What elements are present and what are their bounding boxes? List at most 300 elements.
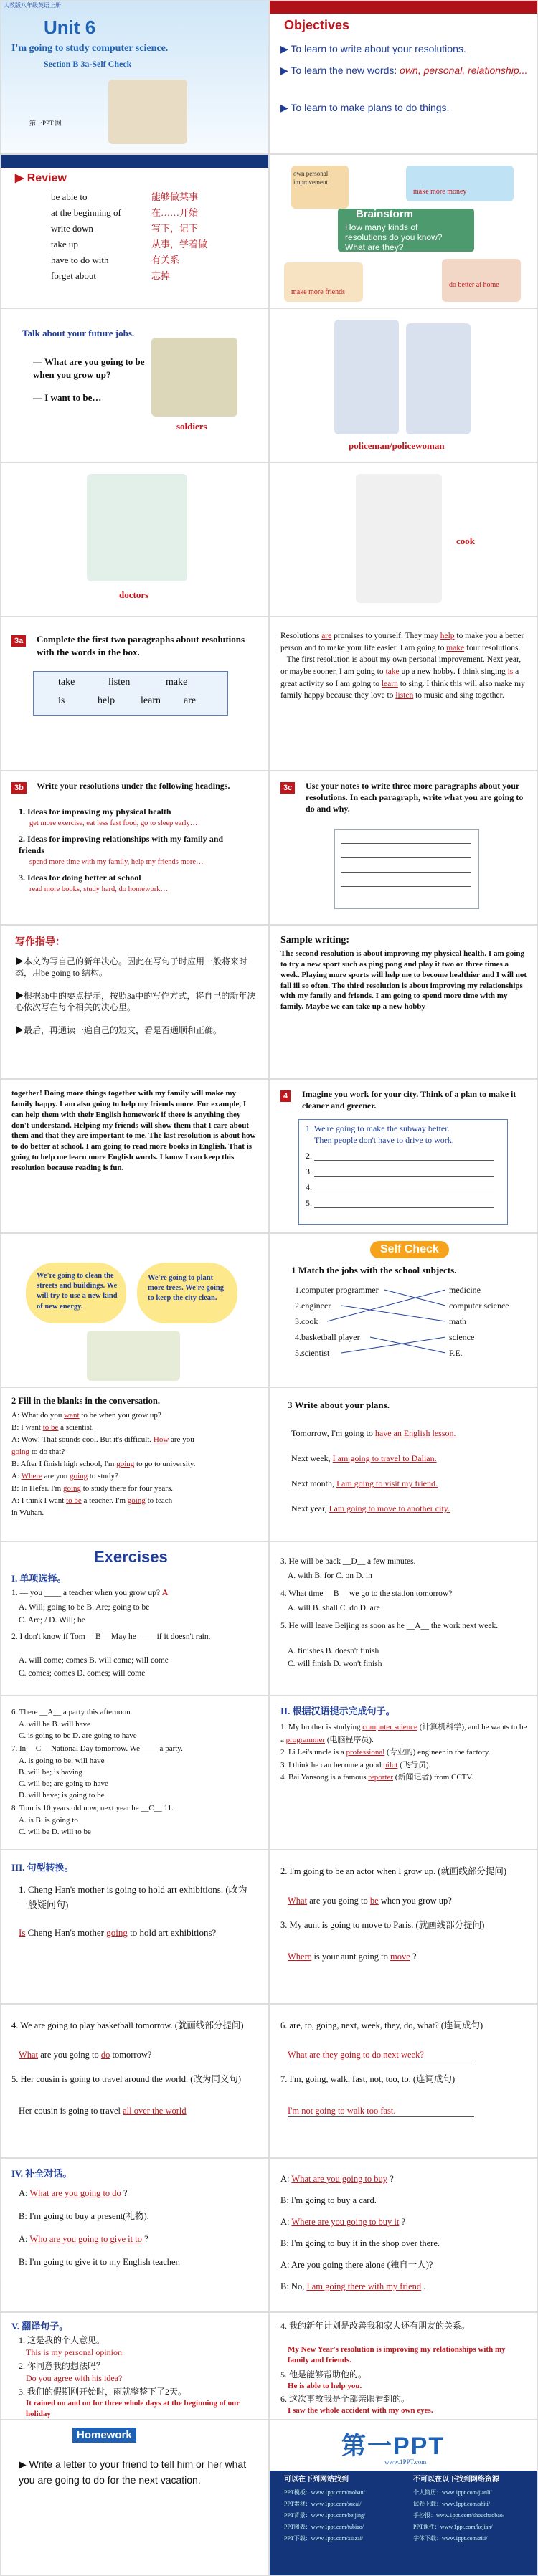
dialogue-a1: A: What are you going to do ? [19, 2188, 128, 2198]
conversation-body [11, 1410, 263, 1519]
credits-left-1[interactable]: PPT模板：www.1ppt.com/moban/ [284, 2489, 365, 2496]
dialogue-a1-speaker: A: [19, 2188, 28, 2198]
dialogue-b3: B: I'm going to buy a card. [280, 2195, 377, 2205]
translation-q3: 3. 我们的假期刚开始时，雨就整整下了2天。 [19, 2387, 187, 2397]
doctors-slide [0, 462, 269, 617]
sample-continued-slide [0, 1079, 269, 1233]
fill-2b: (专业的) engineer in the factory. [387, 1748, 491, 1757]
sample-heading: Sample writing: [280, 935, 350, 946]
transform-a1-mid: Cheng Han's mother [27, 1927, 104, 1938]
plan-next-week [291, 1453, 437, 1464]
exercises-slide-3 [0, 1696, 269, 1850]
soldiers-label: soldiers [176, 421, 207, 432]
objectives-heading: Objectives [284, 18, 350, 32]
order-a7: I'm not going to walk too fast. [288, 2106, 396, 2116]
credits-right-5[interactable]: 字体下载：www.1ppt.com/ziti/ [413, 2535, 488, 2542]
credits-right-4[interactable]: PPT课件：www.1ppt.com/kejian/ [413, 2524, 493, 2530]
answer-health: get more exercise, eat less fast food, go to sleep early… [29, 819, 198, 827]
ex-q1 [11, 1588, 263, 1600]
homework-body: ▶ Write a letter to your friend to tell him or her what you are going to do for the next vacation. [19, 2458, 247, 2486]
passage-p1d: four resolutions. [466, 643, 521, 652]
dialogue-slide-1 [0, 2158, 269, 2312]
exercise-3b-prompt: Write your resolutions under the following headings. [37, 781, 230, 791]
answer-3: make [446, 643, 465, 652]
brainstorm-heading: Brainstorm [356, 208, 414, 220]
jobs-answer: — I want to be… [33, 392, 102, 403]
exercises-slide-6 [269, 1850, 538, 2004]
job-3: 3.cook [295, 1316, 318, 1326]
objective-3: ▶ To learn to make plans to do things. [280, 102, 450, 113]
transform-a3-answer: Where [288, 1952, 312, 1962]
credits-right-1[interactable]: 个人简历：www.1ppt.com/jianli/ [413, 2489, 492, 2496]
passage-p2e: to music and sing together. [415, 691, 504, 700]
match-line-4 [370, 1337, 445, 1353]
conv-1b: to be when you grow up? [81, 1411, 161, 1420]
conv-3a: A: Wow! That sounds cool. But it's difficult. [11, 1435, 152, 1445]
credits-left-4[interactable]: PPT图表：www.1ppt.com/tubiao/ [284, 2524, 364, 2530]
ex-q5: 5. He will leave Beijing as soon as he __A__ the work next week. [280, 1622, 499, 1630]
tag-3c: 3c [280, 782, 295, 794]
translation-heading: V. 翻译句子。 [11, 2321, 69, 2332]
translation-a6: I saw the whole accident with my own eyes. [288, 2406, 433, 2415]
transform-a2 [288, 1895, 452, 1907]
dialogue-a1-answer: What are you going to do [29, 2188, 121, 2198]
heading-relationships: 2. Ideas for improving relationships with my family and friends [19, 834, 224, 856]
plan-tomorrow-answer: have an English lesson. [374, 1428, 456, 1438]
writing-line-2 [341, 857, 471, 858]
ex-q5-options-2: C. will finish D. won't finish [288, 1660, 382, 1668]
dialogue-b5-answer: I am going there with my friend [306, 2281, 422, 2291]
ex-q6: 6. There __A__ a party this afternoon. [11, 1708, 133, 1716]
exercise-3a-slide [0, 617, 269, 771]
order-a7-line [288, 2116, 474, 2117]
plan-next-month-answer: I am going to visit my friend. [336, 1478, 438, 1488]
plan-number-4: 4. [306, 1182, 312, 1192]
brainstorm-slide [269, 154, 538, 308]
passage-p2c: a great activity so I am going to [280, 667, 519, 688]
ex-q2-options-2: C. comes; comes D. comes; will come [19, 1669, 146, 1678]
job-2: 2.engineer [295, 1301, 331, 1311]
heading-school: 3. Ideas for doing better at school [19, 873, 141, 883]
conv-2b: a scientist. [60, 1423, 94, 1432]
answer-6: learn [381, 679, 398, 688]
fill-2-answer: professional [346, 1748, 385, 1757]
ex-q1-options-2: C. Are; / D. Will; be [19, 1616, 85, 1625]
subject-2: computer science [449, 1301, 509, 1311]
word-listen: listen [108, 677, 131, 688]
dialogue-a4-speaker: A: [280, 2217, 290, 2227]
conv-3-answer: How [153, 1435, 169, 1445]
fill-1-answer-2: programmer [285, 1735, 326, 1744]
writing-line-3 [341, 872, 471, 873]
homework-slide [0, 2420, 269, 2576]
homework-title: Homework [72, 2428, 136, 2443]
conv-5c: to study? [89, 1472, 118, 1481]
review-en-5: have to do with [51, 255, 109, 265]
ex-q3-options: A. with B. for C. on D. in [288, 1572, 372, 1580]
review-en-4: take up [51, 239, 78, 249]
dialogue-a2-speaker: A: [19, 2234, 28, 2244]
dialogue-a2-answer: Who are you going to give it to [29, 2234, 142, 2244]
transform-a5-answer: all over the world [123, 2106, 187, 2116]
answer-1: are [321, 632, 332, 640]
review-zh-5: 有关系 [151, 255, 180, 265]
ex-q1-options: A. Will; going to be B. Are; going to be [19, 1603, 150, 1612]
transform-a1-end: to hold art exhibitions? [130, 1927, 217, 1938]
dialogue-b5-speaker: B: No, [280, 2281, 305, 2291]
review-en-3: write down [51, 223, 93, 234]
subject-4: science [449, 1332, 475, 1342]
plan-next-year-prefix: Next year, [291, 1503, 327, 1513]
writing-line-4 [341, 886, 471, 887]
guide-heading: 写作指导： [15, 937, 65, 948]
transform-a4-answer-2: do [100, 2050, 110, 2060]
transform-a1-answer-2: going [106, 1927, 128, 1938]
fill-3b: (飞行员). [400, 1760, 431, 1769]
translation-q5: 5. 他是能够帮助他的。 [280, 2370, 367, 2380]
site-logo: 第一PPT [341, 2433, 445, 2460]
review-zh-3: 写下，记下 [151, 223, 199, 234]
conv-1-answer: want [64, 1411, 80, 1420]
plan-number-3: 3. [306, 1166, 312, 1177]
plans-prompt: 3 Write about your plans. [288, 1399, 390, 1410]
conv-3d: to do that? [31, 1448, 65, 1457]
heading-health: 1. Ideas for improving my physical health [19, 807, 171, 817]
fill-2a: 2. Li Lei's uncle is a [280, 1748, 344, 1757]
conv-7-answer: to be [66, 1496, 82, 1506]
transform-a3-end: ? [412, 1952, 417, 1962]
section-label: Section B 3a-Self Check [44, 59, 132, 69]
exercises-slide-7 [0, 2004, 269, 2158]
exercises-slide-5 [0, 1850, 269, 2004]
transform-a2-end: when you grow up? [380, 1896, 452, 1906]
money-label: make more money [413, 188, 467, 196]
credits-right-heading: 不可以在以下找到网络资源 [413, 2476, 499, 2484]
passage-p2b: up a new hobby. I think singing [401, 667, 506, 677]
plans-slide [269, 1387, 538, 1541]
writing-guide-slide [0, 925, 269, 1079]
review-heading-text: Review [27, 172, 67, 184]
friends-label: make more friends [291, 288, 345, 296]
dialogue-b1: B: I'm going to buy a present(礼物). [19, 2211, 149, 2221]
guide-line-3: ▶最后，再通读一遍自己的短文，看是否通顺和正确。 [15, 1025, 222, 1035]
review-zh-1: 能够做某事 [151, 191, 199, 202]
conv-7c: to teach [147, 1496, 173, 1506]
site-label: 第一PPT 网 [29, 120, 62, 127]
jobs-prompt: Talk about your future jobs. [22, 328, 135, 338]
translation-a1: This is my personal opinion. [26, 2347, 124, 2357]
exercises-title: Exercises [94, 1548, 168, 1566]
plan-next-week-prefix: Next week, [291, 1453, 331, 1463]
translation-q6: 6. 这次事故我是全部亲眼看到的。 [280, 2394, 410, 2404]
translation-a4: My New Year's resolution is improving my relationships with my family and friends. [288, 2345, 506, 2364]
passage-p1a: Resolutions [280, 632, 320, 640]
passage-p2a: The first resolution is about my own personal improvement. Next year, or maybe sooner, I am going to [280, 655, 522, 677]
conv-6a: B: In Hefei. I'm [11, 1484, 62, 1493]
exercises-slide-1 [0, 1541, 269, 1696]
police-label: policeman/policewoman [349, 440, 445, 451]
transform-a4-end: tomorrow? [112, 2050, 152, 2060]
transform-a5 [19, 2105, 187, 2117]
passage-p1b: promises to yourself. They may [334, 632, 438, 640]
fill-4a: 4. Bai Yansong is a famous [280, 1773, 367, 1782]
objectives-slide [269, 0, 538, 154]
credits-left-3[interactable]: PPT背景：www.1ppt.com/beijing/ [284, 2512, 366, 2519]
order-q6: 6. are, to, going, next, week, they, do, what? (连词成句) [280, 2020, 483, 2030]
brainstorm-q2: resolutions do you know? [345, 232, 443, 242]
city-plan-slide [0, 1233, 269, 1387]
transform-a2-answer: What [288, 1896, 308, 1906]
plan-next-year [291, 1503, 450, 1514]
ex-q5-options: A. finishes B. doesn't finish [288, 1647, 379, 1655]
writing-line-1 [341, 843, 471, 844]
fill-in-body [280, 1721, 532, 1784]
resolution-passage-slide [269, 617, 538, 771]
word-help: help [98, 695, 115, 706]
answer-school: read more books, study hard, do homework… [29, 885, 169, 893]
conversation-slide [0, 1387, 269, 1541]
writing-paper [334, 829, 479, 909]
transform-a4 [19, 2049, 151, 2061]
job-1: 1.computer programmer [295, 1285, 379, 1295]
ex-q1-text: 1. — you ____ a teacher when you grow up? [11, 1589, 160, 1597]
exercises-slide-4 [269, 1696, 538, 1850]
answer-relationships: spend more time with my family, help my friends more… [29, 858, 204, 866]
objective-3-text: To learn to make plans to do things. [291, 102, 450, 113]
brainstorm-q1: How many kinds of [345, 222, 418, 232]
ex-q7: 7. In __C__ National Day tomorrow. We ____ a party. [11, 1744, 183, 1753]
fill-3-answer: pilot [383, 1760, 398, 1769]
answer-7: listen [395, 691, 414, 700]
fill-3a: 3. I think he can become a good [280, 1760, 382, 1769]
conv-6-answer: going [62, 1484, 81, 1493]
match-line-3 [327, 1290, 445, 1321]
transform-q5: 5. Her cousin is going to travel around the world. (改为同义句) [11, 2074, 242, 2084]
transform-a3 [288, 1951, 417, 1963]
kids-image [87, 1331, 180, 1381]
plan-next-year-answer: I am going to move to another city. [329, 1503, 450, 1513]
credits-slide [269, 2420, 538, 2576]
ex-q8: 8. Tom is 10 years old now, next year he __C__ 11. [11, 1804, 174, 1812]
home-label: do better at home [449, 281, 499, 289]
review-zh-2: 在……开始 [151, 207, 199, 218]
ex-q2: 2. I don't know if Tom __B__ May he ____ if it doesn't rain. [11, 1632, 211, 1641]
tag-4: 4 [280, 1090, 291, 1102]
objective-1: ▶ To learn to write about your resolutions. [280, 43, 466, 54]
transform-a3-answer-2: move [390, 1952, 410, 1962]
transform-a3-mid: is your aunt going to [313, 1952, 388, 1962]
conv-3b: are you [171, 1435, 194, 1445]
site-url: www.1PPT.com [384, 2458, 427, 2466]
title-slide [0, 0, 269, 154]
conv-3-answer-2: going [11, 1448, 30, 1457]
doctors-image [87, 474, 187, 581]
conv-7a: A: I think I want [11, 1496, 65, 1506]
ex-q7-options-3: C. will be; are going to have [19, 1779, 108, 1788]
translation-slide-2 [269, 2312, 538, 2420]
passage-p2d: to sing. I think this will also make my family happy because they love to [280, 679, 525, 700]
word-make: make [166, 677, 188, 688]
ex-q1-answer: A [161, 1589, 169, 1597]
answer-5: is [507, 667, 514, 677]
ex-q7-options: A. is going to be; will have [19, 1757, 105, 1765]
transform-a1-answer: Is [19, 1927, 26, 1938]
review-zh-6: 忘掉 [151, 270, 171, 281]
conv-1a: A: What do you [11, 1411, 62, 1420]
translation-q1: 1. 这是我的个人意见。 [19, 2335, 105, 2345]
match-prompt: 1 Match the jobs with the school subjects. [291, 1265, 457, 1275]
conv-6b: to study there for four years. [82, 1484, 173, 1493]
sample-writing-slide [269, 925, 538, 1079]
transform-a2-mid: are you going to [309, 1896, 368, 1906]
tag-3b: 3b [11, 782, 27, 794]
cook-label: cook [456, 536, 475, 546]
transform-a5-prefix: Her cousin is going to travel [19, 2106, 121, 2116]
self-check-slide [269, 1233, 538, 1387]
transform-heading: III. 句型转换。 [11, 1862, 74, 1873]
ex-q4: 4. What time __B__ we go to the station tomorrow? [280, 1589, 453, 1598]
conv-5-answer-2: going [70, 1472, 88, 1481]
unit-title: Unit 6 [44, 16, 96, 38]
exercise-3c-prompt: Use your notes to write three more paragraphs about your resolutions. In each paragraph, write what you are going to do and why. [306, 781, 524, 814]
sample-continued-body: together! Doing more things together with my family will make my family happy. I am also going to help my friends more. For example, I can help them with their English homework if there is anything they don't understand. Helping my friends will show them that I care about them and that they are important to me. The last resolution is about how to do better at school. I am going to read more books in English. That is going to help me learn more English words. I know I can keep this resolution because reading is fun. [11, 1089, 256, 1172]
translation-slide-1 [0, 2312, 269, 2420]
translation-q2: 2. 你同意我的想法吗？ [19, 2361, 105, 2371]
transform-a4-mid: are you going to [40, 2050, 99, 2060]
review-en-6: forget about [51, 270, 96, 281]
dialogue-a4: A: Where are you going to buy it ? [280, 2217, 406, 2227]
guide-line-1: ▶本文为写自己的新年决心。因此在写句子时应用一般将来时态，用be going to 结构。 [15, 956, 248, 979]
dialogue-a5: A: Are you going there alone (独自一人)? [280, 2260, 433, 2270]
transform-a2-answer-2: be [369, 1896, 379, 1906]
transform-q3: 3. My aunt is going to move to Paris. (就画线部分提问) [280, 1920, 485, 1930]
conversation-prompt: 2 Fill in the blanks in the conversation. [11, 1396, 160, 1406]
ex-q7-options-4: D. will have; is going to be [19, 1791, 105, 1800]
exercise-4-slide [269, 1079, 538, 1233]
ex-q8-options-2: C. will be D. will to be [19, 1828, 91, 1836]
word-learn: learn [141, 695, 161, 706]
exercises-slide-8 [269, 2004, 538, 2158]
passage-p1c: to make you a better person and to make your life easier. I am going to [280, 632, 524, 652]
dialogue-a3-speaker: A: [280, 2174, 290, 2184]
dialogue-b2: B: I'm going to give it to my English teacher. [19, 2257, 181, 2267]
plan-line-3 [314, 1176, 494, 1177]
plan-tomorrow-prefix: Tomorrow, I'm going to [291, 1428, 373, 1438]
conv-5b: are you [44, 1472, 68, 1481]
sample-body: The second resolution is about improving my physical health. I am going to try a new sport such as ping pong and play it two or three times a week. Playing more sports will help me to become healthier and I will not fall ill so often. The third resolution is about improving my relationships with my family and friends. I am going to spend more time with my family. Maybe we can take up a new hobby [280, 949, 527, 1012]
dialogue-heading: IV. 补全对话。 [11, 2168, 72, 2179]
credits-right-3[interactable]: 手抄报：www.1ppt.com/shouchaobao/ [413, 2512, 505, 2519]
bubble-1-text: We're going to clean the streets and buildings. We will try to use a new kind of new energy. [37, 1272, 118, 1311]
credits-right-2[interactable]: 试卷下载：www.1ppt.com/shiti/ [413, 2501, 491, 2507]
objective-2-text: To learn the new words: [291, 65, 400, 76]
conv-2-answer: to be [42, 1423, 59, 1432]
plan-line-2 [314, 1160, 494, 1161]
dialogue-a4-answer: Where are you going to buy it [291, 2217, 400, 2227]
ex-q7-options-2: B. will be; is having [19, 1768, 82, 1777]
word-take: take [58, 677, 75, 688]
bubble-2-text: We're going to plant more trees. We're going to keep the city clean. [148, 1274, 224, 1303]
ex-q3: 3. He will be back __D__ a few minutes. [280, 1557, 416, 1566]
translation-a5: He is able to help you. [288, 2382, 362, 2390]
fill-4b: (新闻记者) from CCTV. [395, 1773, 473, 1782]
dialogue-slide-2 [269, 2158, 538, 2312]
fill-4-answer: reporter [368, 1773, 394, 1782]
plan-tomorrow [291, 1427, 456, 1439]
translation-q4: 4. 我的新年计划是改善我和家人还有朋友的关系。 [280, 2321, 471, 2331]
header-note: 人教版八年级英语上册 [4, 2, 61, 9]
plan-number-2: 2. [306, 1151, 312, 1161]
match-lines [270, 1234, 538, 1387]
answer-2: help [440, 632, 455, 640]
credits-left-heading: 可以在下列网站找到 [284, 2476, 349, 2484]
homework-text: Write a letter to your friend to tell him or her what you are going to do for the next vacation. [19, 2458, 247, 2486]
students-image [108, 80, 187, 144]
plan-next-month-prefix: Next month, [291, 1478, 334, 1488]
plan-next-month [291, 1478, 438, 1489]
fill-1b: (计算机科学), and he wants to be a [280, 1723, 527, 1744]
word-are: are [184, 695, 197, 706]
transform-q4: 4. We are going to play basketball tomorrow. (就画线部分提问) [11, 2020, 244, 2030]
dialogue-a3: A: What are you going to buy ? [280, 2174, 394, 2184]
exercise-3c-slide [269, 771, 538, 925]
single-choice-heading: I. 单项选择。 [11, 1573, 67, 1584]
policeman-image [334, 320, 399, 434]
objective-1-text: To learn to write about your resolutions. [291, 43, 466, 54]
exercise-3b-slide [0, 771, 269, 925]
brainstorm-q3: What are they? [345, 242, 404, 252]
plan-next-week-answer: I am going to travel to Dalian. [332, 1453, 437, 1463]
conv-7b: a teacher. I'm [83, 1496, 126, 1506]
self-check-title: Self Check [370, 1241, 449, 1258]
match-line-5 [341, 1337, 445, 1353]
ex-q4-options: A. will B. shall C. do D. are [288, 1604, 380, 1612]
review-slide [0, 154, 269, 308]
jobs-question: — What are you going to be when you grow up? [33, 356, 145, 380]
translation-a3: It rained on and on for three whole days at the beginning of our holiday [26, 2399, 240, 2418]
ex-q2-options: A. will come; comes B. will come; will come [19, 1656, 169, 1665]
red-header-bar [270, 1, 537, 14]
transform-q2: 2. I'm going to be an actor when I grow up. (就画线部分提问) [280, 1866, 507, 1876]
police-slide [269, 308, 538, 462]
credits-left-2[interactable]: PPT素材：www.1ppt.com/sucai/ [284, 2501, 362, 2507]
review-en-2: at the beginning of [51, 207, 121, 218]
transform-a4-answer: What [19, 2050, 39, 2060]
review-heading: ▶ Review [15, 172, 67, 184]
cook-slide [269, 462, 538, 617]
order-a6: What are they going to do next week? [288, 2050, 424, 2060]
blue-header-bar [1, 155, 268, 168]
conv-4a: B: After I finish high school, I'm [11, 1460, 115, 1469]
review-zh-4: 从事，学着做 [151, 239, 208, 249]
policewoman-image [406, 323, 471, 434]
subject-5: P.E. [449, 1348, 463, 1358]
dialogue-a2: A: Who are you going to give it to ? [19, 2234, 148, 2244]
conv-8: in Wuhan. [11, 1508, 44, 1518]
cook-image [356, 474, 442, 603]
credits-left-5[interactable]: PPT下载：www.1ppt.com/xiazai/ [284, 2535, 364, 2542]
transform-q1: 1. Cheng Han's mother is going to hold art exhibitions. (改为一般疑问句) [19, 1884, 247, 1910]
subject-1: medicine [449, 1285, 481, 1295]
subject-3: math [449, 1316, 466, 1326]
exercise-3a-prompt: Complete the first two paragraphs about resolutions with the words in the box. [37, 634, 245, 657]
objective-2-words: own, personal, relationship... [400, 65, 528, 76]
ex-q8-options: A. is B. is going to [19, 1816, 78, 1825]
translation-a2: Do you agree with his idea? [26, 2373, 123, 2383]
word-is: is [58, 695, 65, 706]
passage-text [280, 630, 528, 702]
fill-1c: (电脑程序员). [326, 1735, 374, 1744]
